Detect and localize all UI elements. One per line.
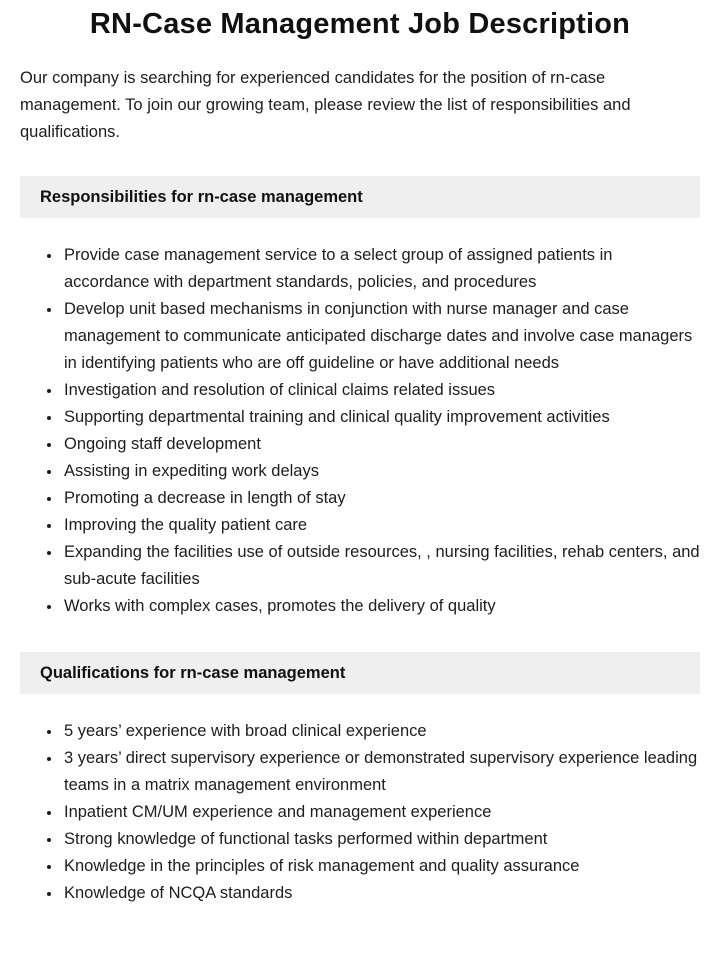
list-item: • Improving the quality patient care — [62, 512, 700, 539]
list-item: • 3 years’ direct supervisory experience or demonstrated supervisory experience leading teams in a matrix management environment — [62, 745, 700, 799]
list-item: • Inpatient CM/UM experience and management experience — [62, 799, 700, 826]
list-item: • Expanding the facilities use of outside resources, , nursing facilities, rehab centers, and sub-acute facilities — [62, 539, 700, 593]
list-item: • Provide case management service to a select group of assigned patients in accordance with department standards, policies, and procedures — [62, 242, 700, 296]
qualifications-list — [20, 718, 700, 907]
intro-paragraph: Our company is searching for experienced candidates for the position of rn-case management. To join our growing team, please review the list of responsibilities and qualifications. — [20, 69, 631, 141]
list-item: • Knowledge in the principles of risk management and quality assurance — [62, 853, 700, 880]
list-item: • Knowledge of NCQA standards — [62, 880, 700, 907]
list-item: • Supporting departmental training and clinical quality improvement activities — [62, 404, 700, 431]
list-item: • Works with complex cases, promotes the delivery of quality — [62, 593, 700, 620]
job-description-document — [0, 8, 720, 959]
list-item: • Investigation and resolution of clinical claims related issues — [62, 377, 700, 404]
list-item: • Develop unit based mechanisms in conjunction with nurse manager and case management to communicate anticipated discharge dates and involve case managers in identifying patients who are off guideline or have additional needs — [62, 296, 700, 377]
page-title: RN-Case Management Job Description — [89, 8, 631, 40]
list-item: • Ongoing staff development — [62, 431, 700, 458]
list-item: • Promoting a decrease in length of stay — [62, 485, 700, 512]
list-item: • 5 years’ experience with broad clinical experience — [62, 718, 700, 745]
responsibilities-list — [20, 242, 700, 620]
responsibilities-section-heading: Responsibilities for rn-case management — [20, 176, 700, 218]
list-item: • Strong knowledge of functional tasks performed within department — [62, 826, 700, 853]
qualifications-section-heading: Qualifications for rn-case management — [20, 652, 700, 694]
list-item: • Assisting in expediting work delays — [62, 458, 700, 485]
